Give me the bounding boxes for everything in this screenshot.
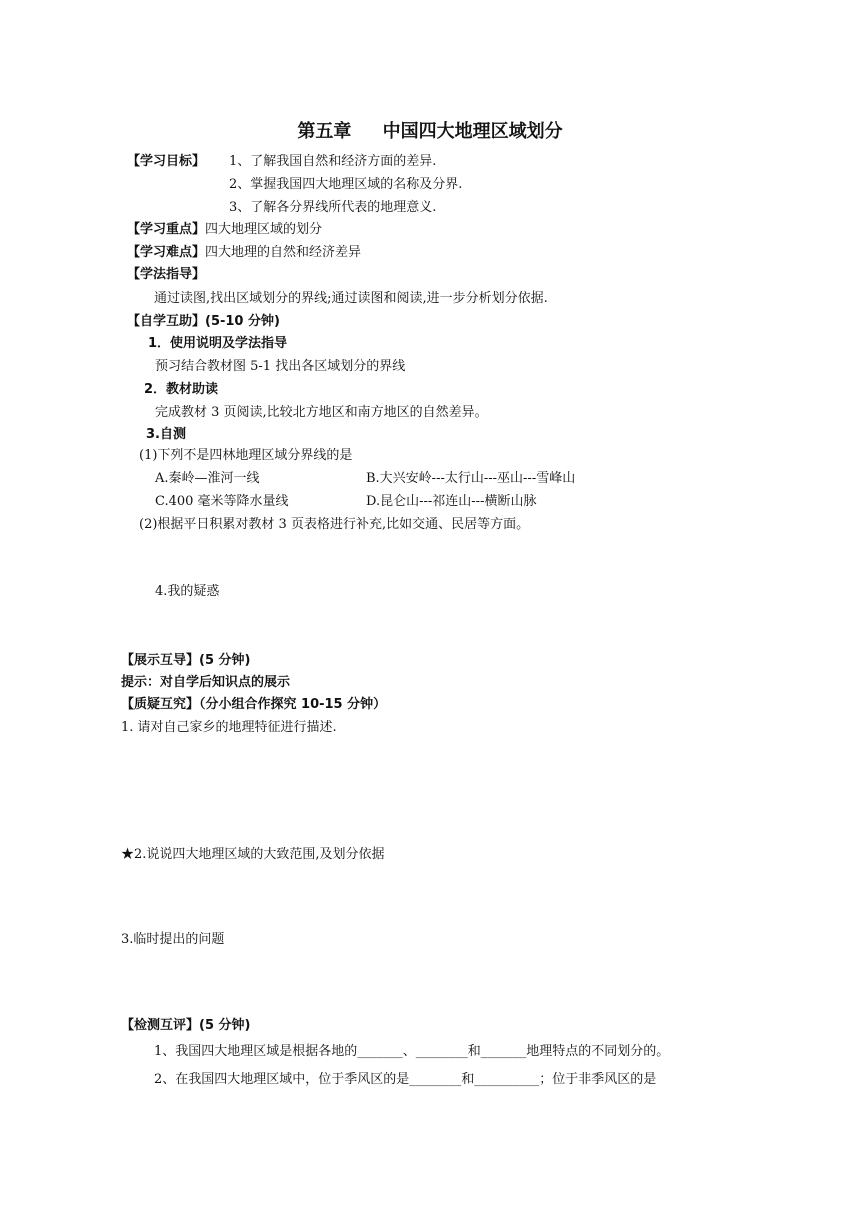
self-study-s1-text: 预习结合教材图 5-1 找出各区域划分的界线	[155, 359, 406, 374]
self-study-s4-title: 4.我的疑惑	[155, 584, 220, 599]
self-study-s1-title: 1．使用说明及学法指导	[148, 336, 288, 351]
self-study-s3-title: 3.自测	[146, 427, 186, 442]
test-q2: 2、在我国四大地理区域中，位于季风区的是________和__________；位于非季风区的是	[154, 1072, 657, 1087]
self-study-s2-text: 完成教材 3 页阅读,比较北方地区和南方地区的自然差异。	[155, 405, 488, 420]
objective-item-1: 1、了解我国自然和经济方面的差异.	[229, 154, 437, 169]
inquiry-q3: 3.临时提出的问题	[121, 932, 225, 947]
objectives-label: 【学习目标】	[127, 154, 206, 169]
self-test-q2: (2)根据平日积累对教材 3 页表格进行补充,比如交通、民居等方面。	[139, 517, 530, 532]
difficulty-label: 【学习难点】	[127, 245, 206, 260]
method-text: 通过读图,找出区域划分的界线;通过读图和阅读,进一步分析划分依据.	[154, 291, 548, 306]
key-point-text: 四大地理区域的划分	[205, 222, 323, 237]
self-test-q1-option-c: C.400 毫米等降水量线	[155, 494, 289, 509]
test-q1: 1、我国四大地理区域是根据各地的_______、________和_______地理特点的不同划分的。	[154, 1044, 670, 1059]
objective-item-2: 2、掌握我国四大地理区域的名称及分界.	[229, 177, 463, 192]
test-label: 【检测互评】(5 分钟)	[121, 1018, 251, 1033]
method-label: 【学法指导】	[127, 267, 206, 282]
objective-item-3: 3、了解各分界线所代表的地理意义.	[229, 200, 437, 215]
self-test-q1: (1)下列不是四林地理区域分界线的是	[139, 448, 353, 463]
difficulty	[127, 244, 361, 262]
self-study-s2-title: 2．教材助读	[144, 382, 219, 397]
inquiry-q2: ★2.说说四大地理区域的大致范围,及划分依据	[121, 847, 385, 862]
page-title: 第五章 中国四大地理区域划分	[297, 121, 563, 142]
display-hint: 提示：对自学后知识点的展示	[121, 675, 291, 690]
inquiry-q1: 1. 请对自己家乡的地理特征进行描述.	[121, 720, 337, 735]
display-label: 【展示互导】(5 分钟)	[121, 653, 251, 668]
difficulty-text: 四大地理的自然和经济差异	[205, 245, 362, 260]
key-point-label: 【学习重点】	[127, 222, 206, 237]
inquiry-label: 【质疑互究】（分小组合作探究 10-15 分钟）	[121, 697, 387, 712]
self-study-label: 【自学互助】(5-10 分钟)	[127, 314, 280, 329]
self-test-q1-option-a: A.秦岭—淮河一线	[155, 471, 260, 486]
self-test-q1-option-d: D.昆仑山---祁连山---横断山脉	[366, 494, 537, 509]
self-test-q1-option-b: B.大兴安岭---太行山---巫山---雪峰山	[366, 471, 576, 486]
key-point	[127, 221, 322, 239]
